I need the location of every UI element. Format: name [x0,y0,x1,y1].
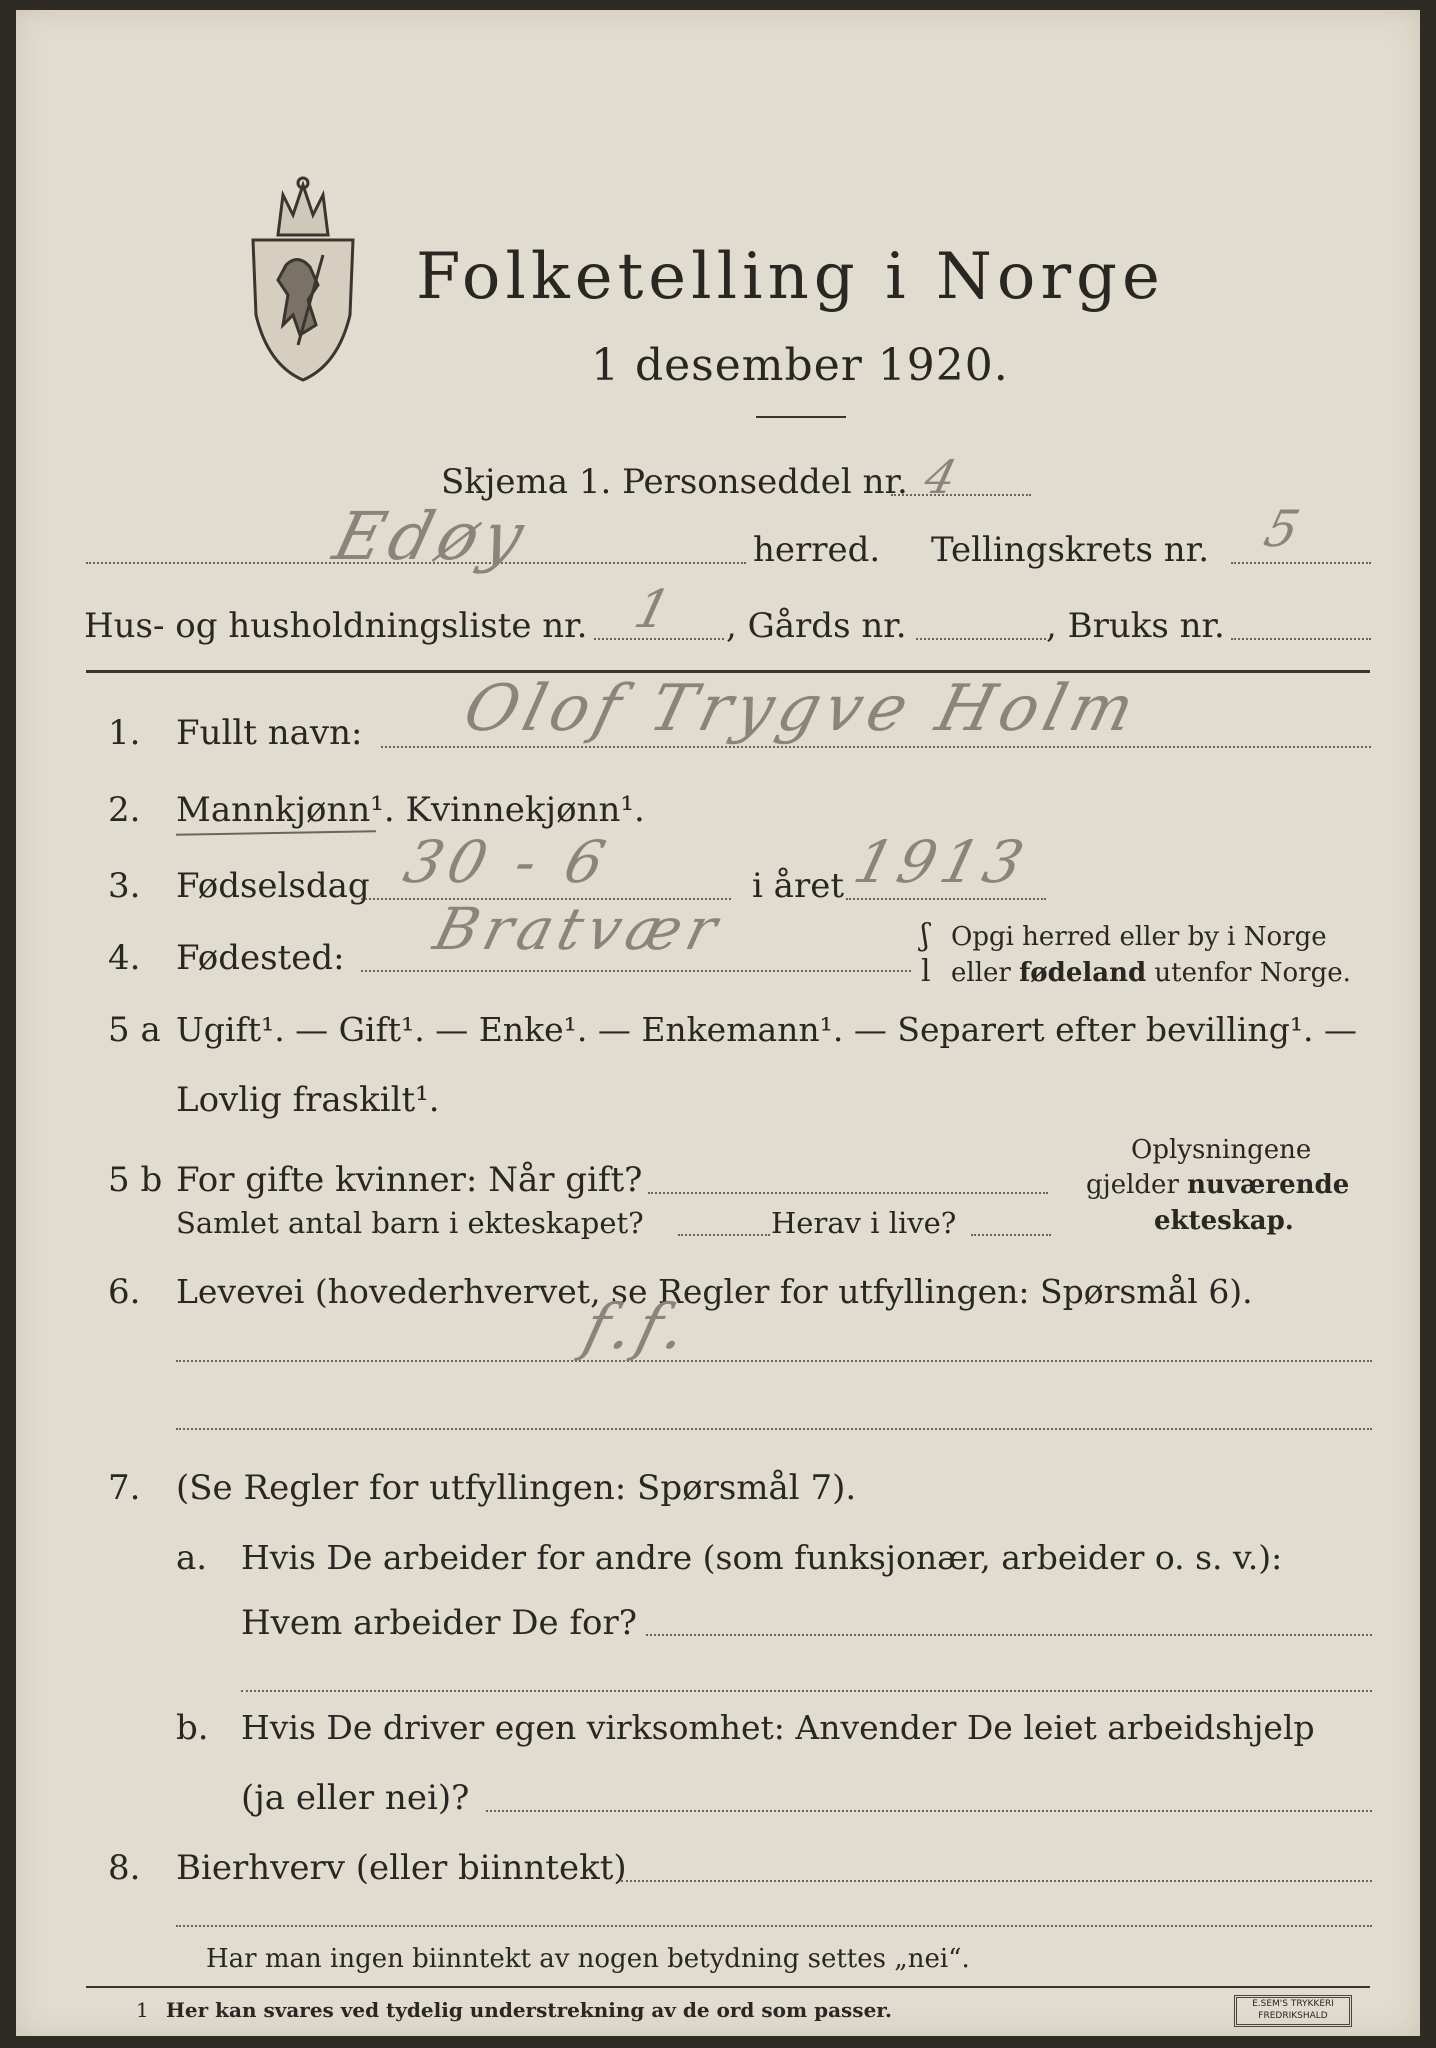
bruks-label: , Bruks nr. [1046,606,1225,646]
gards-field[interactable] [916,638,1046,640]
birth-year-field[interactable] [846,898,1046,900]
q4-number: 4. [108,938,141,978]
herred-label: herred. [753,530,881,570]
birthplace-value: Bratvær [427,895,730,963]
footer-note: Har man ingen biinntekt av nogen betydning settes „nei“. [206,1944,970,1974]
gards-label: , Gårds nr. [726,606,907,646]
herred-value: Edøy [326,498,538,575]
q3-number: 3. [108,866,141,906]
year-label: i året [752,866,844,906]
husholdning-value: 1 [628,580,683,640]
q4-note-line1: Opgi herred eller by i Norge [951,922,1327,952]
q7a-number: a. [176,1538,208,1578]
norwegian-coat-of-arms-icon [238,175,368,385]
tellingskrets-field[interactable] [1231,562,1371,564]
q6-label: Levevei (hovederhvervet, se Regler for utfyllingen: Spørsmål 6). [176,1272,1253,1311]
q7-number: 7. [108,1468,141,1508]
q4-label: Fødested: [176,938,345,978]
full-name-value: Olof Trygve Holm [456,672,1148,746]
q7a-line1: Hvis De arbeider for andre (som funksjonær, arbeider o. s. v.): [241,1538,1283,1577]
mannkjonn-underline [176,830,376,835]
tellingskrets-value: 5 [1258,500,1312,558]
q5b-label2: Samlet antal barn i ekteskapet? [176,1206,644,1240]
census-form-page [16,10,1420,2036]
birthdate-value: 30 - 6 [397,828,618,896]
husholdning-label: Hus- og husholdningsliste nr. [84,606,588,646]
q5b-label1: For gifte kvinner: Når gift? [176,1160,643,1200]
occupation-field-2[interactable] [176,1428,1372,1430]
q4-note-line2: eller fødeland utenfor Norge. [951,958,1351,988]
brace-bottom: l [921,954,931,989]
q7b-line1: Hvis De driver egen virksomhet: Anvender De leiet arbeidshjelp [241,1708,1315,1747]
married-when-field[interactable] [648,1192,1048,1194]
q5b-note3: ekteskap. [1154,1206,1294,1236]
q7-label: (Se Regler for utfyllingen: Spørsmål 7). [176,1468,857,1508]
q5a-line2: Lovlig fraskilt¹. [176,1080,440,1120]
footer-rule [86,1986,1370,1988]
full-name-field[interactable] [381,746,1371,748]
birth-year-value: 1913 [847,828,1037,896]
skjema-nr-value: 4 [919,450,969,504]
q5b-label3: Herav i live? [771,1206,957,1240]
brace-top: ʃ [921,918,930,953]
tellingskrets-label: Tellingskrets nr. [931,530,1210,570]
q5a-line1: Ugift¹. — Gift¹. — Enke¹. — Enkemann¹. — Separert efter bevilling¹. — [176,1010,1358,1049]
q8-label: Bierhverv (eller biinntekt) [176,1848,627,1888]
skjema-nr-field[interactable] [891,494,1031,496]
occupation-field-1[interactable] [176,1360,1372,1362]
children-alive-field[interactable] [971,1234,1051,1236]
q7a-line2: Hvem arbeider De for? [241,1603,637,1643]
employer-field-1[interactable] [646,1634,1372,1636]
title-divider [756,416,846,418]
q5b-number: 5 b [108,1160,163,1200]
form-title: Folketelling i Norge [416,240,1165,314]
side-income-field-1[interactable] [621,1880,1372,1882]
footnote-text: Her kan svares ved tydelig understrekning av de ord som passer. [166,1998,892,2022]
side-income-field-2[interactable] [176,1925,1372,1927]
hired-help-field[interactable] [486,1810,1372,1812]
q6-number: 6. [108,1272,141,1312]
q1-label: Fullt navn: [176,713,363,753]
printer-stamp: E.SEM'S TRYKKERI FREDRIKSHALD [1234,1995,1352,2027]
q8-number: 8. [108,1848,141,1888]
q2-label: Mannkjønn¹. Kvinnekjønn¹. [176,790,645,830]
children-count-field[interactable] [678,1234,770,1236]
employer-field-2[interactable] [241,1690,1372,1692]
q5a-number: 5 a [108,1010,161,1050]
q7b-line2: (ja eller nei)? [241,1778,470,1818]
q1-number: 1. [108,713,141,753]
occupation-value: f.f. [576,1290,700,1363]
birthplace-field[interactable] [361,970,911,972]
form-date: 1 desember 1920. [591,340,1009,391]
q3-label: Fødselsdag [176,866,370,906]
q7b-number: b. [176,1708,209,1748]
q5b-note2: gjelder nuværende [1086,1170,1350,1200]
q5b-note1: Oplysningene [1131,1135,1312,1165]
footnote-number: 1 [136,1998,149,2022]
q2-number: 2. [108,790,141,830]
bruks-field[interactable] [1231,638,1371,640]
skjema-label: Skjema 1. Personseddel nr. [441,462,908,502]
